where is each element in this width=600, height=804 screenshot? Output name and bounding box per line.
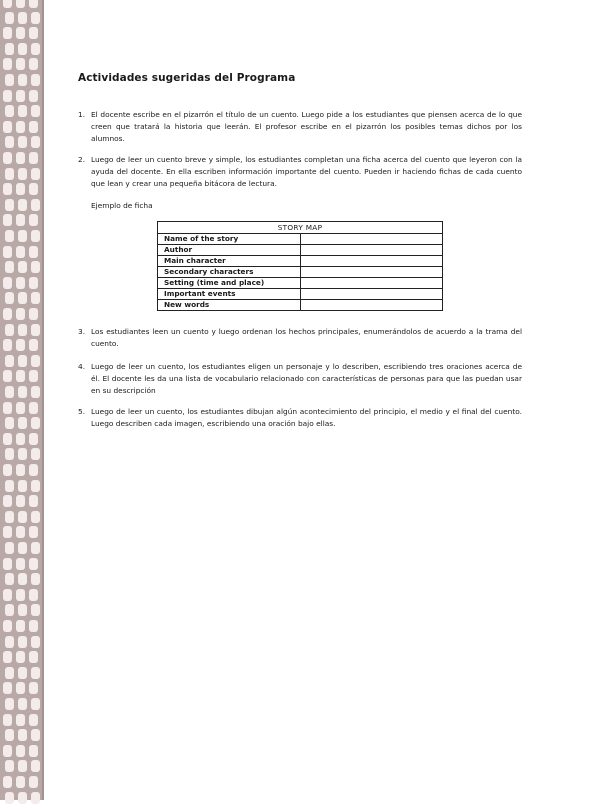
strip-dot xyxy=(18,43,27,55)
strip-dot xyxy=(31,417,40,429)
strip-dot xyxy=(18,12,27,24)
list-item xyxy=(78,154,522,191)
strip-dot xyxy=(5,12,14,24)
strip-dot xyxy=(16,90,25,102)
strip-dot xyxy=(5,448,14,460)
strip-dot xyxy=(5,324,14,336)
strip-dot xyxy=(31,261,40,273)
row-label: Author xyxy=(158,245,301,256)
strip-dot xyxy=(29,246,38,258)
strip-dot xyxy=(31,168,40,180)
strip-dot xyxy=(3,464,12,476)
list-item xyxy=(78,109,522,146)
table-row xyxy=(158,245,443,256)
strip-dot xyxy=(18,480,27,492)
strip-dot xyxy=(18,542,27,554)
strip-dot xyxy=(3,58,12,70)
strip-dot xyxy=(16,277,25,289)
item-text: Luego de leer un cuento, los estudiantes eligen un personaje y lo describen, escribiendo tres oraciones acerca de él. El docente les da una lista de vocabulario relacionado con características de personas para que las puedan usar en su descripción xyxy=(91,362,522,396)
strip-dot xyxy=(29,714,38,726)
strip-dot xyxy=(5,698,14,710)
strip-dot xyxy=(16,495,25,507)
strip-dot xyxy=(5,355,14,367)
strip-dot xyxy=(18,417,27,429)
strip-dot xyxy=(29,589,38,601)
strip-dot xyxy=(29,214,38,226)
strip-dot xyxy=(31,667,40,679)
strip-dot xyxy=(16,526,25,538)
example-label: Ejemplo de ficha xyxy=(91,201,153,210)
strip-dot xyxy=(5,511,14,523)
strip-dot xyxy=(3,714,12,726)
strip-dot xyxy=(5,573,14,585)
strip-dot xyxy=(5,199,14,211)
strip-dot xyxy=(18,667,27,679)
strip-dot xyxy=(5,542,14,554)
strip-dot xyxy=(3,620,12,632)
strip-dot xyxy=(31,698,40,710)
strip-dot xyxy=(3,402,12,414)
strip-dot xyxy=(3,370,12,382)
strip-dot xyxy=(31,480,40,492)
strip-dot xyxy=(3,651,12,663)
strip-dot xyxy=(31,511,40,523)
strip-dot xyxy=(31,230,40,242)
strip-dot xyxy=(18,261,27,273)
strip-dot xyxy=(29,495,38,507)
strip-dot xyxy=(29,277,38,289)
page-title: Actividades sugeridas del Programa xyxy=(78,72,296,84)
strip-dot xyxy=(3,121,12,133)
strip-dot xyxy=(18,386,27,398)
strip-dot xyxy=(31,448,40,460)
table-row xyxy=(158,278,443,289)
item-text: Los estudiantes leen un cuento y luego ordenan los hechos principales, enumerándolos de acuerdo a la trama del cuento. xyxy=(91,327,522,349)
strip-dot xyxy=(5,667,14,679)
row-value-cell xyxy=(301,256,443,267)
strip-dot xyxy=(3,526,12,538)
strip-dot xyxy=(18,74,27,86)
strip-dot xyxy=(3,433,12,445)
list-item xyxy=(78,406,522,430)
strip-dot xyxy=(3,745,12,757)
strip-dot xyxy=(18,698,27,710)
row-label: Name of the story xyxy=(158,234,301,245)
strip-dot xyxy=(18,448,27,460)
table-row xyxy=(158,256,443,267)
strip-dot xyxy=(3,589,12,601)
strip-dot xyxy=(31,43,40,55)
strip-dot xyxy=(31,573,40,585)
item-text: Luego de leer un cuento breve y simple, los estudiantes completan una ficha acerca del cuento que leyeron con la ayuda del docente. En ella escriben información importante del cuento. Pueden ir haciendo fichas de cada cuento que lean y crear una pequeña bitácora de lectura. xyxy=(91,155,522,189)
strip-dot xyxy=(18,230,27,242)
strip-dot xyxy=(5,105,14,117)
item-number: 5. xyxy=(78,407,86,416)
strip-dot xyxy=(18,292,27,304)
strip-dot xyxy=(16,745,25,757)
strip-dot xyxy=(5,43,14,55)
binding-strip xyxy=(0,0,44,800)
strip-dot xyxy=(3,0,12,8)
strip-dot xyxy=(18,168,27,180)
strip-dot xyxy=(5,604,14,616)
strip-dot xyxy=(18,511,27,523)
strip-dot xyxy=(18,604,27,616)
strip-dot xyxy=(29,183,38,195)
strip-dot xyxy=(31,136,40,148)
strip-dot xyxy=(3,183,12,195)
strip-dot xyxy=(3,339,12,351)
strip-dot xyxy=(16,589,25,601)
row-label: Secondary characters xyxy=(158,267,301,278)
row-label: Main character xyxy=(158,256,301,267)
strip-dot xyxy=(5,760,14,772)
row-value-cell xyxy=(301,300,443,311)
strip-dot xyxy=(29,745,38,757)
row-label: Setting (time and place) xyxy=(158,278,301,289)
strip-dot xyxy=(16,370,25,382)
strip-dot xyxy=(16,121,25,133)
strip-dot xyxy=(16,27,25,39)
strip-dot xyxy=(18,760,27,772)
strip-dot xyxy=(18,136,27,148)
item-number: 2. xyxy=(78,155,86,164)
strip-dot xyxy=(29,58,38,70)
strip-dot xyxy=(18,105,27,117)
strip-dot xyxy=(5,729,14,741)
strip-dot xyxy=(16,339,25,351)
strip-dot xyxy=(18,324,27,336)
strip-dot xyxy=(3,277,12,289)
row-value-cell xyxy=(301,245,443,256)
strip-dot xyxy=(29,620,38,632)
strip-dot xyxy=(29,526,38,538)
item-number: 3. xyxy=(78,327,86,336)
strip-dot xyxy=(3,246,12,258)
strip-dot xyxy=(5,292,14,304)
strip-dot xyxy=(29,682,38,694)
strip-dot xyxy=(31,636,40,648)
item-text: El docente escribe en el pizarrón el título de un cuento. Luego pide a los estudiantes que piensen acerca de lo que creen que tratará la historia que leerán. El profesor escribe en el pizarrón los posibles temas dichos por los alumnos. xyxy=(91,110,522,144)
strip-dot xyxy=(31,729,40,741)
strip-dot xyxy=(18,729,27,741)
strip-dot xyxy=(29,651,38,663)
strip-dot xyxy=(5,168,14,180)
strip-dot xyxy=(29,370,38,382)
strip-dot xyxy=(31,542,40,554)
strip-dot xyxy=(16,714,25,726)
strip-dot xyxy=(16,433,25,445)
strip-dot xyxy=(16,682,25,694)
strip-dot xyxy=(5,386,14,398)
strip-dot xyxy=(3,308,12,320)
strip-dot xyxy=(5,230,14,242)
row-value-cell xyxy=(301,267,443,278)
strip-dot xyxy=(3,682,12,694)
strip-dot xyxy=(31,12,40,24)
strip-dot xyxy=(5,480,14,492)
strip-dot xyxy=(29,152,38,164)
table-row xyxy=(158,234,443,245)
strip-dot xyxy=(29,0,38,8)
strip-dot xyxy=(5,74,14,86)
strip-dot xyxy=(29,402,38,414)
strip-dot xyxy=(29,308,38,320)
strip-dot xyxy=(5,417,14,429)
strip-dot xyxy=(3,27,12,39)
strip-dot xyxy=(29,433,38,445)
strip-dot xyxy=(5,636,14,648)
strip-dot xyxy=(18,573,27,585)
strip-dot xyxy=(31,792,40,804)
strip-dot xyxy=(5,136,14,148)
strip-dot xyxy=(31,292,40,304)
strip-dot xyxy=(16,620,25,632)
list-item xyxy=(78,361,522,398)
strip-dot xyxy=(16,214,25,226)
strip-dot xyxy=(5,261,14,273)
strip-dot xyxy=(3,152,12,164)
strip-dot xyxy=(16,776,25,788)
table-row xyxy=(158,289,443,300)
row-value-cell xyxy=(301,289,443,300)
strip-dot xyxy=(3,90,12,102)
strip-dot xyxy=(29,558,38,570)
strip-dot xyxy=(16,152,25,164)
row-label: New words xyxy=(158,300,301,311)
strip-dot xyxy=(29,339,38,351)
strip-dot xyxy=(16,651,25,663)
strip-dot xyxy=(29,464,38,476)
strip-dot xyxy=(16,402,25,414)
strip-dot xyxy=(29,90,38,102)
strip-dot xyxy=(18,199,27,211)
strip-dot xyxy=(5,792,14,804)
strip-dot xyxy=(31,199,40,211)
strip-dot xyxy=(3,558,12,570)
story-map-header: STORY MAP xyxy=(158,222,443,234)
story-map-table xyxy=(157,221,443,311)
binding-strip-edge xyxy=(42,0,44,800)
list-item xyxy=(78,326,522,350)
strip-dot xyxy=(3,776,12,788)
strip-dot xyxy=(31,386,40,398)
strip-dot xyxy=(16,464,25,476)
strip-dot xyxy=(18,355,27,367)
strip-dot xyxy=(31,105,40,117)
strip-dot xyxy=(31,74,40,86)
strip-dot xyxy=(29,121,38,133)
strip-dot xyxy=(31,604,40,616)
item-text: Luego de leer un cuento, los estudiantes dibujan algún acontecimiento del principio, el medio y el final del cuento. Luego describen cada imagen, escribiendo una oración bajo ellas. xyxy=(91,407,522,429)
strip-dot xyxy=(18,636,27,648)
strip-dot xyxy=(16,183,25,195)
strip-dot xyxy=(16,308,25,320)
table-row xyxy=(158,300,443,311)
strip-dot xyxy=(3,214,12,226)
table-row xyxy=(158,267,443,278)
row-label: Important events xyxy=(158,289,301,300)
strip-dot xyxy=(3,495,12,507)
strip-dot xyxy=(31,760,40,772)
strip-dot xyxy=(29,27,38,39)
strip-dot xyxy=(16,58,25,70)
strip-dot xyxy=(31,324,40,336)
strip-dot xyxy=(31,355,40,367)
row-value-cell xyxy=(301,278,443,289)
item-number: 4. xyxy=(78,362,86,371)
strip-dot xyxy=(18,792,27,804)
strip-dot xyxy=(16,558,25,570)
strip-dot xyxy=(16,246,25,258)
item-number: 1. xyxy=(78,110,86,119)
row-value-cell xyxy=(301,234,443,245)
strip-dot xyxy=(29,776,38,788)
strip-dot xyxy=(16,0,25,8)
